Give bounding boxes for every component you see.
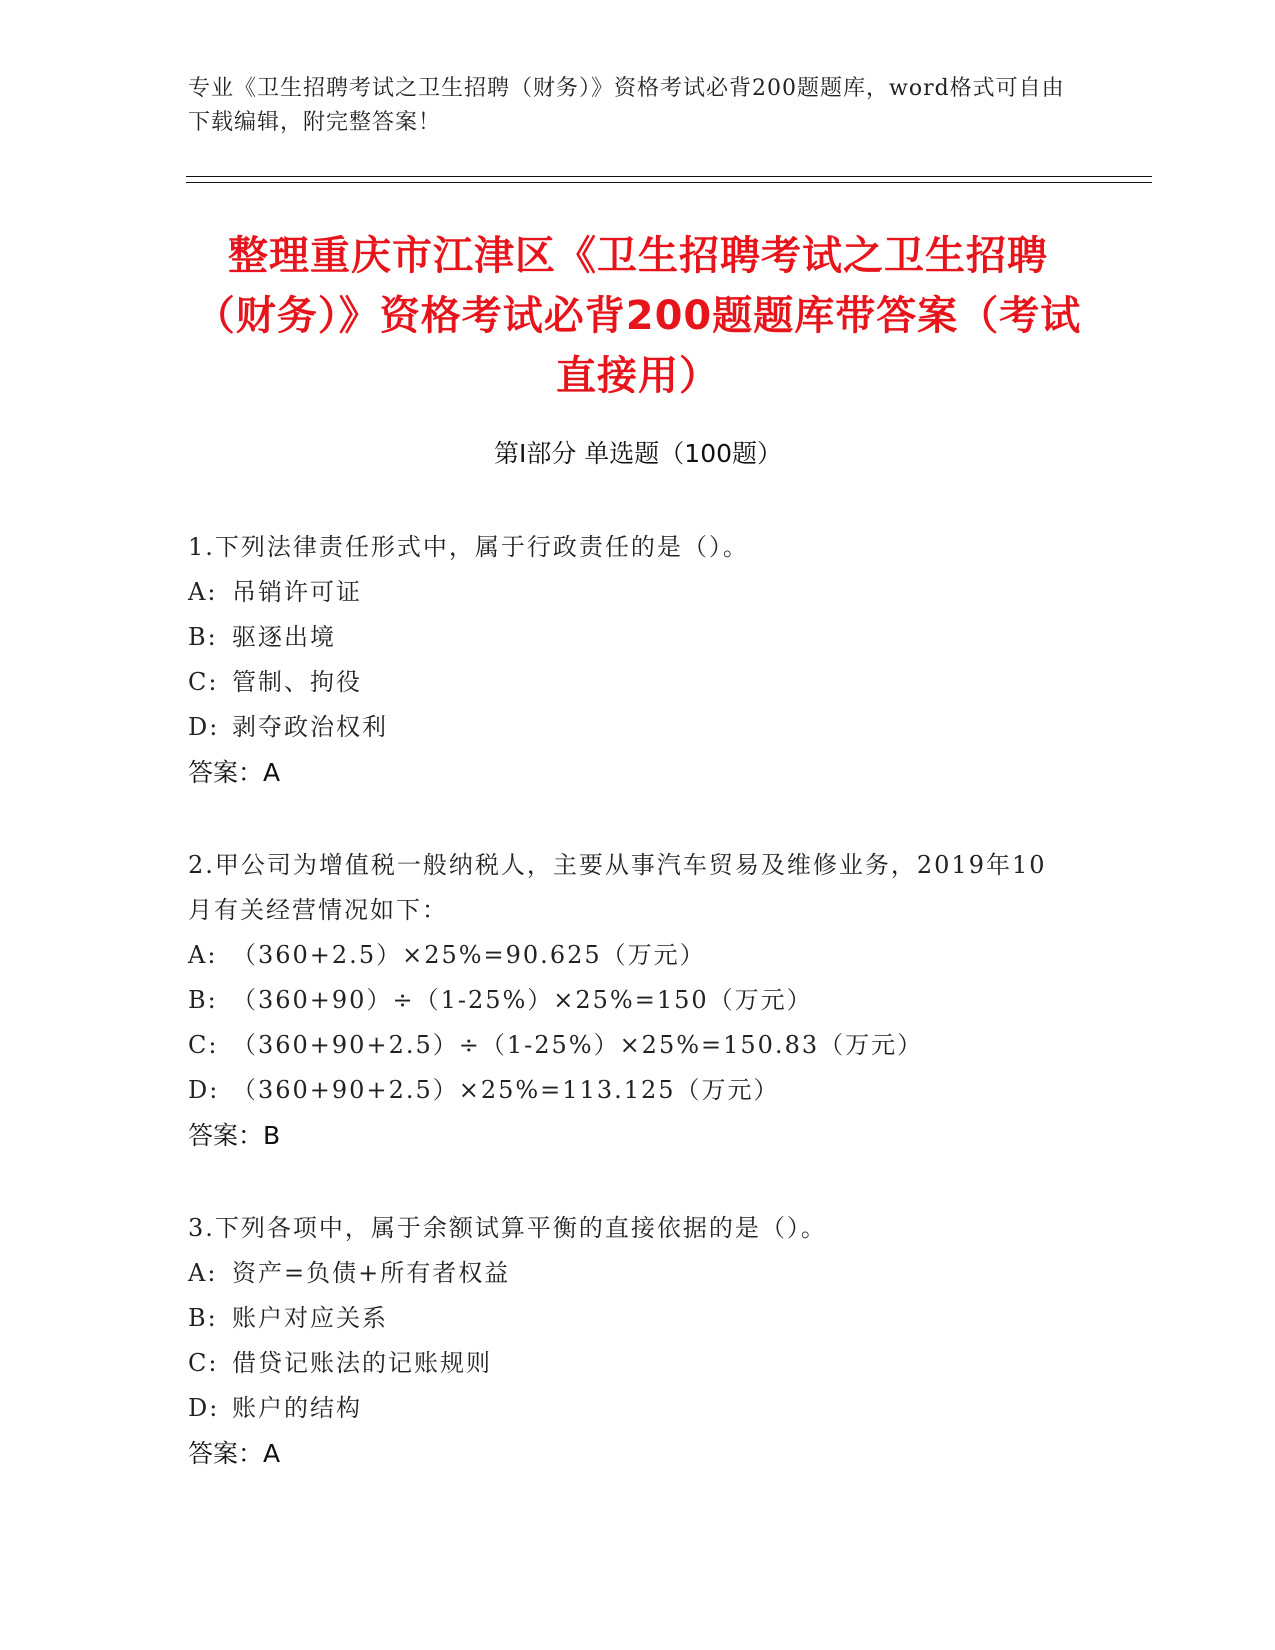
option-letter: A: (188, 578, 218, 606)
option-b (188, 978, 1068, 1023)
option-text: 剥夺政治权利 (232, 713, 388, 741)
option-d (188, 1386, 1068, 1431)
option-text: 管制、拘役 (232, 668, 362, 696)
header-note: 专业《卫生招聘考试之卫生招聘（财务）》资格考试必背200题题库，word格式可自由下载编辑，附完整答案！ (188, 76, 1065, 135)
option-text: 借贷记账法的记账规则 (232, 1349, 492, 1377)
option-letter: B: (188, 1304, 218, 1332)
question-2 (188, 843, 1068, 1158)
option-b (188, 615, 1068, 660)
question-stem: 1.下列法律责任形式中，属于行政责任的是（）。 (188, 533, 749, 561)
option-letter: A: (188, 941, 218, 969)
option-text: （360+90+2.5）÷（1-25%）×25%=150.83（万元） (232, 1031, 924, 1059)
option-letter: C: (188, 668, 219, 696)
question-3 (188, 1206, 1068, 1476)
option-text: 资产=负债+所有者权益 (232, 1259, 511, 1287)
option-text: 账户的结构 (232, 1394, 362, 1422)
header-rule-top (186, 176, 1152, 177)
question-stem: 3.下列各项中，属于余额试算平衡的直接依据的是（）。 (188, 1214, 827, 1242)
header-rule-bottom (186, 182, 1152, 183)
option-letter: D: (188, 713, 220, 741)
section-title: 第Ⅰ部分 单选题（100题） (493, 439, 783, 468)
answer: 答案：A (188, 758, 281, 787)
answer: 答案：A (188, 1439, 281, 1468)
answer: 答案：B (188, 1121, 281, 1150)
option-text: 吊销许可证 (232, 578, 362, 606)
option-c (188, 1023, 1068, 1068)
option-letter: C: (188, 1349, 219, 1377)
option-letter: A: (188, 1259, 218, 1287)
option-letter: B: (188, 623, 218, 651)
document-title: 整理重庆市江津区《卫生招聘考试之卫生招聘（财务）》资格考试必背200题题库带答案（考试直接用） (194, 233, 1082, 399)
option-d (188, 705, 1068, 750)
option-letter: B: (188, 986, 218, 1014)
option-c (188, 1341, 1068, 1386)
question-stem: 2.甲公司为增值税一般纳税人，主要从事汽车贸易及维修业务，2019年10月有关经营情况如下： (188, 851, 1047, 924)
option-text: 驱逐出境 (232, 623, 336, 651)
option-text: 账户对应关系 (232, 1304, 388, 1332)
option-c (188, 660, 1068, 705)
option-b (188, 1296, 1068, 1341)
option-letter: D: (188, 1394, 220, 1422)
option-letter: C: (188, 1031, 219, 1059)
option-letter: D: (188, 1076, 220, 1104)
option-a (188, 1251, 1068, 1296)
option-text: （360+90+2.5）×25%=113.125（万元） (232, 1076, 780, 1104)
option-a (188, 933, 1068, 978)
option-a (188, 570, 1068, 615)
option-text: （360+90）÷（1-25%）×25%=150（万元） (232, 986, 813, 1014)
option-text: （360+2.5）×25%=90.625（万元） (232, 941, 706, 969)
option-d (188, 1068, 1068, 1113)
question-1 (188, 525, 1068, 795)
